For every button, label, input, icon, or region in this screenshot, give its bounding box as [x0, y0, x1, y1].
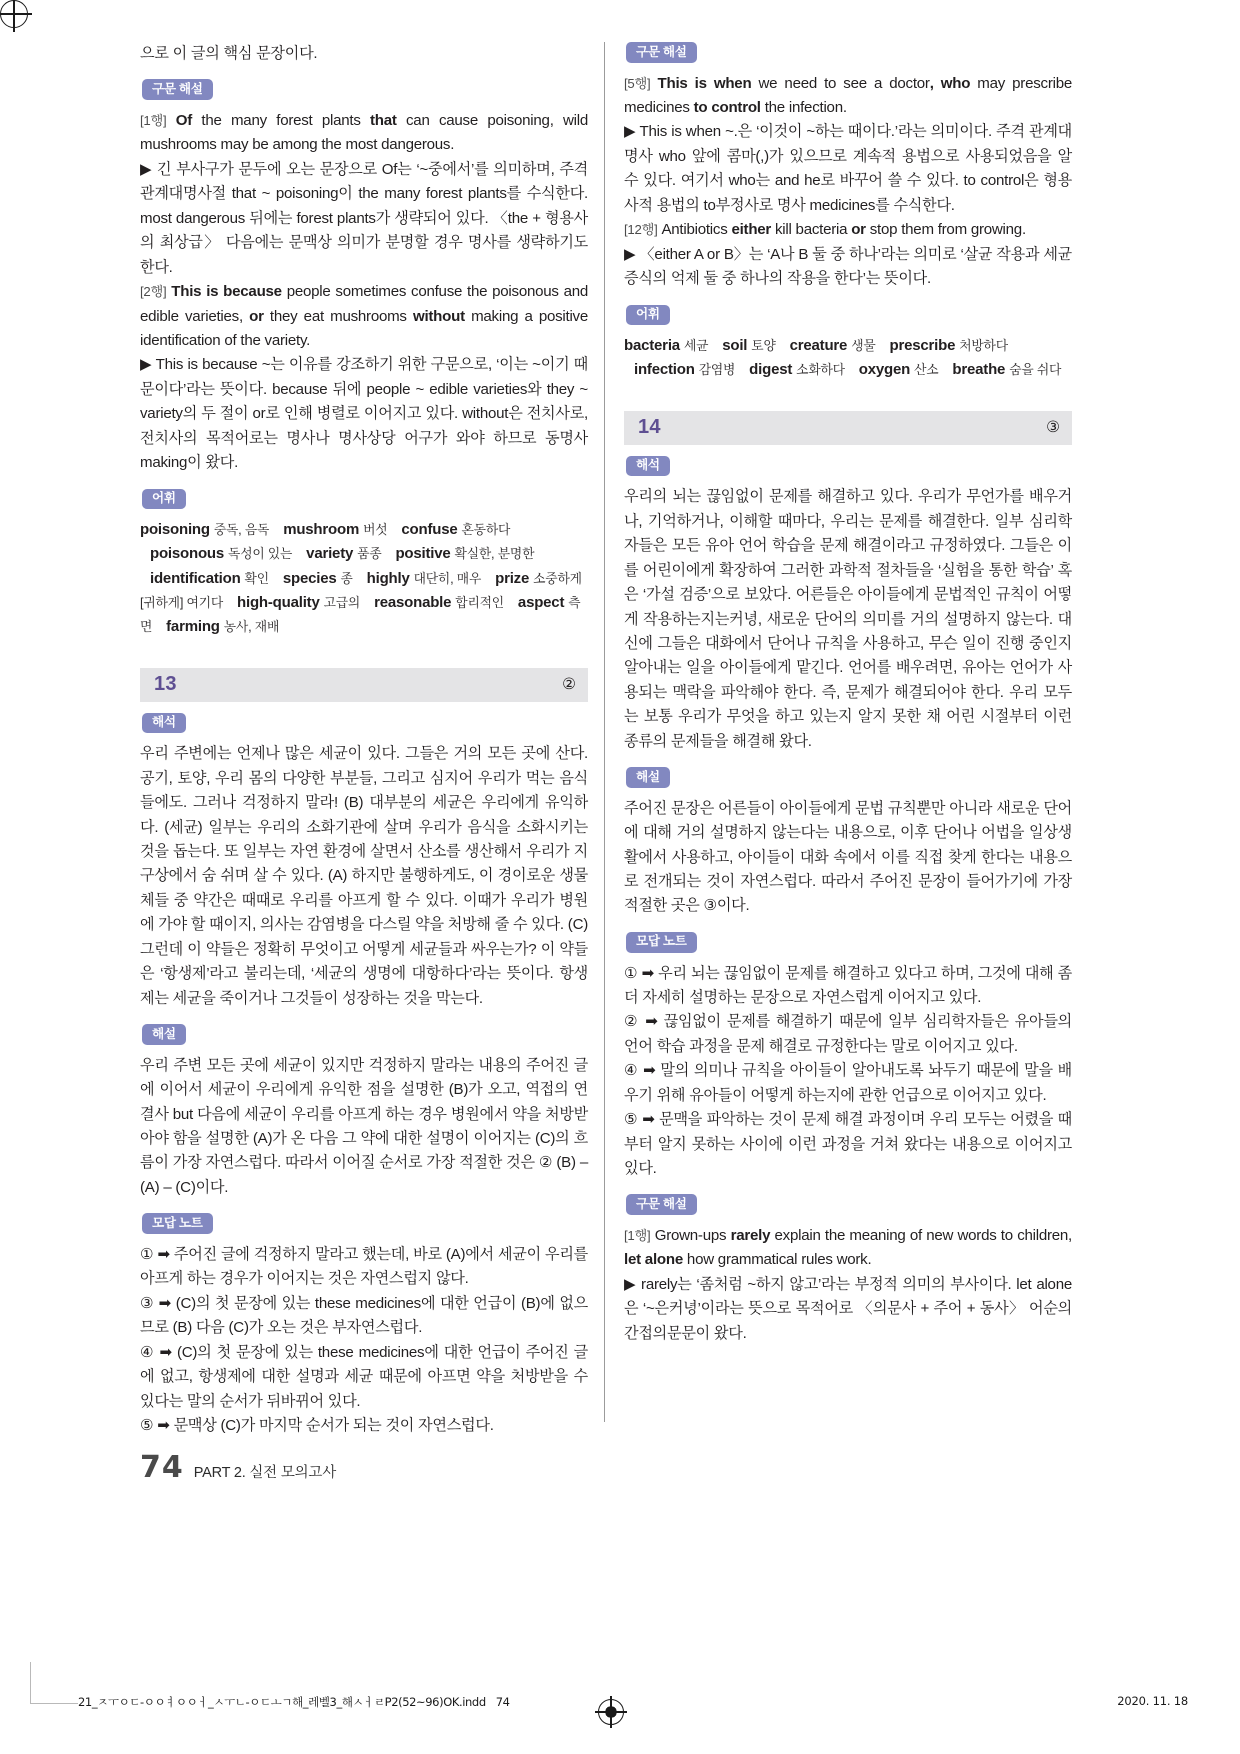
syntax-english-text: Grown-ups rarely explain the meaning of new words to children, let alone how grammatical rules work.: [624, 1227, 1072, 1269]
syntax-note-2: ▶ This is because ~는 이유를 강조하기 위한 구문으로, ‘이는 ~이기 때문이다’라는 뜻이다. because 뒤에 people ~ edible varieties와 they ~ variety의 두 절이 or로 인해 병렬로 이어지고 있다. without은 전치사로, 전치사의 목적어로는 명사나 명사상당 어구가 와야 하므로 동명사 making이 왔다.: [140, 356, 588, 472]
translation-text-13: 우리 주변에는 언제나 많은 세균이 있다. 그들은 거의 모든 곳에 산다. 공기, 토양, 우리 몸의 다양한 부분들, 그리고 심지어 우리가 먹는 음식들에도. 그러나 걱정하지 말라! (B) 대부분의 세균은 우리에게 유익하다. (세균) 일부는 우리의 소화기관에 살며 우리가 음식을 소화시키는 것을 돕는다. 또 일부는 자연 환경에 살면서 산소를 생산해서 우리가 지구상에서 숨 쉬며 살 수 있다. (A) 하지만 불행하게도, 이 경이로운 생물체들 중 약간은 때때로 우리를 아프게 할 수 있다. 이때가 우리가 병원에 가야 할 때이지, 의사는 감염병을 다스릴 약을 처방해 줄 수 있다. (C) 그런데 이 약들은 정확히 무엇이고 어떻게 세균들과 싸우는가? 이 약들은 ‘항생제’라고 불리는데, ‘세균의 생명에 대항하다’라는 뜻이다. 항생제는 세균을 죽이거나 그것들이 성장하는 것을 막는다.: [140, 745, 589, 1007]
translation-text-14: 우리의 뇌는 끊임없이 문제를 해결하고 있다. 우리가 무언가를 배우거나, 기억하거나, 이해할 때마다, 우리는 문제를 해결한다. 일부 심리학자들은 모든 유아 언어 학습을 문제 해결이라고 규정하였다. 그들은 이를 어린이에게 확장하여 그러한 과학적 절차들을 ‘실험을 통한 학습’ 혹은 ‘가설 검증’으로 보았다. 어른들은 아이들에게 문법적인 규칙이 어떻게 작용하는지는커녕, 새로운 단어의 의미를 거의 설명하지 않는다. 대신에 그들은 대화에서 단어나 규칙을 사용하고, 무슨 일이 진행 중인지 알아내는 일을 아이들에게 맡긴다. 언어를 배우려면, 유아는 언어가 사용되는 맥락을 파악해야 한다. 즉, 문제가 해결되어야 한다. 우리 모두는 보통 우리가 무엇을 하고 있는지 알지 못한 채 어린 시절부터 이런 종류의 문제들을 해결해 왔다.: [624, 488, 1072, 750]
vocab-word: variety: [306, 545, 354, 563]
vocab-meaning: 버섯: [363, 522, 388, 538]
slug-filename: 21_ㅈㅜㅇㄷ-ㅇㅇㅕㅇㅇㅓ_ㅅㅜㄴ-ㅇㄷㅗㄱ해_레벨3_해ㅅㅓㄹP2(52~96)OK.indd: [78, 1695, 486, 1709]
question-number: 14: [638, 416, 661, 439]
wrong-note-item: ⑤ ➡ 문맥상 (C)가 마지막 순서가 되는 것이 자연스럽다.: [140, 1416, 494, 1434]
badge-vocab: 어휘: [142, 489, 186, 510]
vocab-word: farming: [166, 618, 220, 636]
syntax-english-text: This is when we need to see a doctor, who may prescribe medicines to control the infection.: [624, 74, 1072, 117]
badge-row-syntax2-right: [626, 1194, 1072, 1215]
vocab-meaning: 혼동하다: [461, 522, 511, 538]
syntax-note-4: ▶ 〈either A or B〉는 ‘A나 B 둘 중 하나’라는 의미로 ‘살균 작용과 세균 증식의 억제 둘 중 하나의 작용을 한다’는 뜻이다.: [624, 245, 1072, 288]
wrong-note-item: ③ ➡ (C)의 첫 문장에 있는 these medicines에 대한 언급이 (B)에 없으므로 (B) 다음 (C)가 오는 것은 부자연스럽다.: [140, 1294, 588, 1337]
badge-row-vocab-left: [142, 489, 588, 510]
vocab-meaning: 토양: [751, 338, 776, 354]
vocab-word: high-quality: [237, 594, 320, 612]
vocab-word: positive: [395, 545, 451, 563]
syntax-english-text: This is because people sometimes confuse the poisonous and edible varieties, or they eat mushrooms without making a positive identification of the variety.: [140, 283, 588, 349]
syntax-english-1: [140, 109, 588, 158]
explanation-text-14: 주어진 문장은 어른들이 아이들에게 문법 규칙뿐만 아니라 새로운 단어에 대해 거의 설명하지 않는다는 내용으로, 이후 단어나 어법을 일상생활에서 사용하고, 아이들이 대화 속에서 이를 직접 찾게 한다는 내용으로 전개되는 것이 자연스럽다. 따라서 주어진 문장이 들어가기에 가장 적절한 곳은 ③이다.: [624, 799, 1072, 915]
registration-mark-left: [0, 0, 28, 28]
badge-row-translation-left: [142, 713, 588, 734]
folio-number: 74: [140, 1450, 184, 1485]
vocab-meaning: 처방하다: [959, 338, 1008, 354]
wrong-notes-list-13: [140, 1243, 588, 1439]
vocab-word: species: [282, 569, 337, 587]
vocab-word: prize: [495, 569, 530, 587]
vocab-word: aspect: [517, 594, 565, 612]
badge-translation: 해석: [142, 713, 186, 734]
syntax-english-2: [140, 280, 588, 353]
wrong-notes-list-14: [624, 962, 1072, 1182]
syntax-note-1: ▶ 긴 부사구가 문두에 오는 문장으로 Of는 ‘~중에서’를 의미하며, 주격 관계대명사절 that ~ poisoning이 the many forest plants를 수식한다. most dangerous 뒤에는 forest plants가 생략되어 있다. 〈the + 형용사의 최상급〉 다음에는 문맥상 의미가 분명할 경우 명사를 생략하기도 한다.: [140, 160, 588, 276]
syntax-english-text: Of the many forest plants that can cause poisoning, wild mushrooms may be among the most dangerous.: [140, 112, 588, 154]
vocab-list-right: [624, 334, 1072, 383]
slug-date: 2020. 11. 18: [1117, 1694, 1188, 1708]
slug-page: 74: [495, 1695, 510, 1709]
left-column: [140, 42, 588, 1438]
vocab-word: poisoning: [140, 521, 210, 539]
opening-line: 으로 이 글의 핵심 문장이다.: [140, 45, 318, 62]
badge-row-wrong-notes-left: [142, 1213, 588, 1234]
syntax-note-5: ▶ rarely는 ‘좀처럼 ~하지 않고’라는 부정적 의미의 부사이다. let alone은 ‘~은커녕’이라는 뜻으로 목적어로 〈의문사 + 주어 + 동사〉 어순의 간접의문문이 왔다.: [624, 1275, 1072, 1342]
vocab-word: digest: [749, 361, 793, 379]
registration-mark-footer: [598, 1699, 624, 1725]
vocab-meaning: 독성이 있는: [228, 546, 293, 562]
vocab-meaning: 고급의: [323, 595, 361, 611]
vocab-meaning: 산소: [914, 362, 939, 378]
vocab-meaning: 종: [340, 570, 353, 586]
vocab-meaning: 합리적인: [455, 595, 504, 611]
syntax-english-3: [624, 72, 1072, 121]
wrong-note-item: ① ➡ 주어진 글에 걱정하지 말라고 했는데, 바로 (A)에서 세균이 우리를 아프게 하는 경우가 이어지는 것은 자연스럽지 않다.: [140, 1245, 588, 1288]
vocab-meaning: 숨을 쉬다: [1009, 362, 1062, 378]
syntax-english-5: [624, 1224, 1072, 1273]
line-ref: [5행]: [624, 75, 651, 91]
vocab-meaning: 확인: [244, 570, 269, 586]
vocab-meaning: 측면: [140, 595, 581, 635]
question-number: 13: [154, 673, 177, 696]
syntax-english-text: Antibiotics either kill bacteria or stop them from growing.: [661, 221, 1026, 239]
vocab-word: oxygen: [858, 361, 911, 379]
wrong-note-item: ① ➡ 우리 뇌는 끊임없이 문제를 해결하고 있다고 하며, 그것에 대해 좀 더 자세히 설명하는 문장으로 자연스럽게 이어지고 있다.: [624, 964, 1072, 1006]
vocab-meaning: 확실한, 분명한: [454, 546, 535, 562]
vocab-meaning: 소화하다: [796, 362, 845, 378]
line-ref: [1행]: [140, 113, 167, 129]
badge-row-vocab-right: [626, 305, 1072, 326]
vocab-word: prescribe: [889, 337, 956, 355]
vocab-word: confuse: [401, 521, 458, 539]
wrong-note-item: ④ ➡ (C)의 첫 문장에 있는 these medicines에 대한 언급이 주어진 글에 없고, 항생제에 대한 설명과 세균 때문에 아프면 약을 처방받을 수 있다는 말의 순서가 뒤바뀌어 있다.: [140, 1343, 588, 1410]
vocab-word: infection: [634, 361, 695, 379]
right-column: [624, 42, 1072, 1346]
vocab-word: highly: [366, 569, 410, 587]
badge-row-syntax-right: [626, 42, 1072, 63]
question-header-13: [140, 668, 588, 702]
print-slug: [78, 1694, 510, 1710]
badge-wrong-notes: 모답 노트: [142, 1213, 213, 1234]
badge-syntax: 구문 해설: [626, 1194, 697, 1215]
column-divider: [604, 42, 605, 1422]
explanation-text-13: 우리 주변 모든 곳에 세균이 있지만 걱정하지 말라는 내용의 주어진 글에 이어서 세균이 우리에게 유익한 점을 설명한 (B)가 오고, 역접의 연결사 but 다음에 세균이 우리를 아프게 하는 경우 병원에서 약을 처방받아야 함을 설명한 (A)가 온 다음 그 약에 대한 설명이 이어지는 (C)의 흐름이 가장 자연스럽다. 따라서 이어질 순서로 가장 적절한 것은 ② (B) – (A) – (C)이다.: [140, 1056, 588, 1196]
question-answer: ②: [562, 676, 576, 694]
syntax-english-4: [624, 218, 1072, 242]
badge-wrong-notes: 모답 노트: [626, 932, 697, 953]
vocab-list-left: [140, 518, 588, 639]
line-ref: [1행]: [624, 1228, 651, 1244]
part-label: PART 2. 실전 모의고사: [193, 1465, 337, 1481]
wrong-note-item: ② ➡ 끊임없이 문제를 해결하기 때문에 일부 심리학자들은 유아들의 언어 학습 과정을 문제 해결로 규정한다는 말로 이어지고 있다.: [624, 1013, 1072, 1055]
badge-translation: 해석: [626, 456, 670, 477]
vocab-meaning: 감염병: [698, 362, 736, 378]
question-header-14: [624, 411, 1072, 445]
badge-vocab: 어휘: [626, 305, 670, 326]
vocab-meaning: 소중하게[귀하게] 여기다: [140, 570, 582, 611]
badge-explanation: 해설: [142, 1024, 186, 1045]
line-ref: [12행]: [624, 222, 658, 238]
vocab-meaning: 농사, 재배: [223, 619, 280, 635]
vocab-meaning: 중독, 음독: [213, 522, 270, 538]
badge-row-wrong-notes-right: [626, 932, 1072, 953]
vocab-word: bacteria: [624, 337, 680, 355]
vocab-word: breathe: [952, 361, 1006, 379]
vocab-word: soil: [722, 337, 748, 355]
vocab-meaning: 세균: [683, 338, 709, 354]
badge-syntax: 구문 해설: [142, 79, 213, 100]
badge-row-explanation-left: [142, 1024, 588, 1045]
vocab-word: creature: [789, 337, 848, 355]
vocab-word: reasonable: [374, 594, 452, 612]
question-answer: ③: [1046, 419, 1060, 437]
crop-mark-vertical: [30, 1662, 31, 1704]
badge-row-translation-right: [626, 456, 1072, 477]
page-footer: [140, 1450, 336, 1485]
vocab-word: identification: [150, 569, 241, 587]
badge-row-syntax-left: [142, 79, 588, 100]
vocab-word: mushroom: [283, 521, 360, 539]
line-ref: [2행]: [140, 284, 167, 300]
badge-row-explanation-right: [626, 767, 1072, 788]
syntax-note-3: ▶ This is when ~.은 ‘이것이 ~하는 때이다.’라는 의미이다. 주격 관계대명사 who 앞에 콤마(,)가 있으므로 계속적 용법으로 사용되었음을 알 수 있다. 여기서 who는 and he로 바꾸어 쓸 수 있다. to control은 형용사적 용법의 to부정사로 명사 medicines를 수식한다.: [624, 123, 1072, 214]
badge-explanation: 해설: [626, 767, 670, 788]
crop-mark-horizontal: [30, 1703, 78, 1704]
vocab-word: poisonous: [150, 545, 225, 563]
wrong-note-item: ⑤ ➡ 문맥을 파악하는 것이 문제 해결 과정이며 우리 모두는 어렸을 때부터 알지 못하는 사이에 이런 과정을 거쳐 왔다는 내용으로 이어지고 있다.: [624, 1111, 1072, 1177]
vocab-meaning: 품종: [357, 546, 382, 562]
vocab-meaning: 생물: [851, 338, 876, 354]
badge-syntax: 구문 해설: [626, 42, 697, 63]
vocab-meaning: 대단히, 매우: [413, 570, 482, 586]
wrong-note-item: ④ ➡ 말의 의미나 규칙을 아이들이 알아내도록 놔두기 때문에 말을 배우기 위해 유아들이 어떻게 하는지에 관한 언급으로 이어지고 있다.: [624, 1062, 1072, 1104]
